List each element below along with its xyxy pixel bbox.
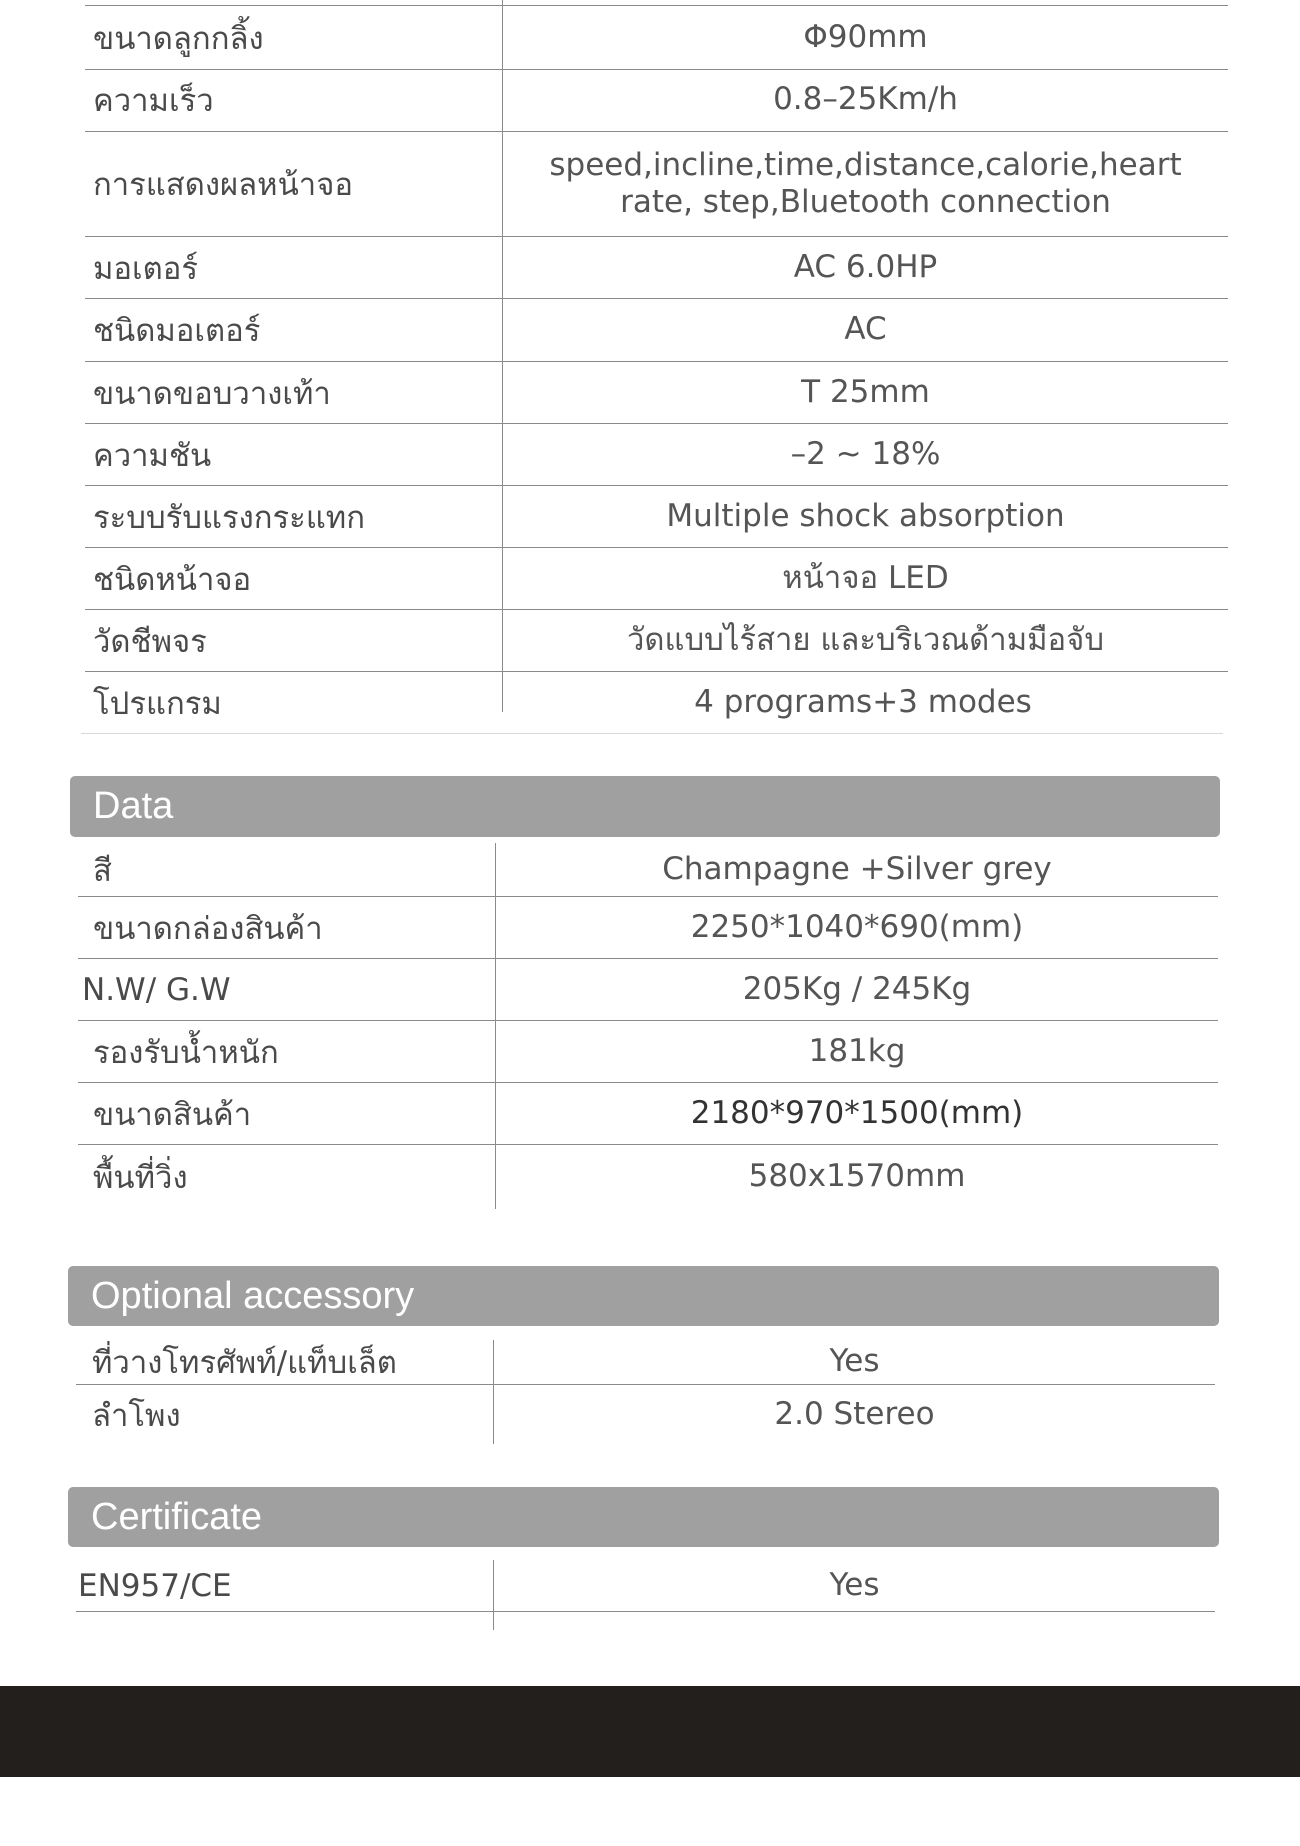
spec-label: วัดชีพจร [93, 623, 207, 660]
spec-label: ขนาดลูกกลิ้ง [93, 20, 264, 57]
data-value: 580x1570mm [748, 1158, 966, 1195]
data-label: ขนาดกล่องสินค้า [93, 910, 323, 947]
spec-label: ชนิดมอเตอร์ [93, 313, 261, 349]
spec-row [85, 5, 1228, 70]
spec-row [85, 299, 1228, 362]
spec-label: มอเตอร์ [93, 250, 199, 287]
spec-value: speed,incline,time,distance,calorie,heart rate, step,Bluetooth connection [549, 146, 1182, 220]
data-section-title: Data [93, 785, 174, 827]
certificate-value: Yes [829, 1566, 880, 1603]
spec-row [85, 548, 1228, 610]
spec-value: หน้าจอ LED [782, 559, 949, 596]
spec-row [85, 486, 1228, 548]
spec-label: ความชัน [93, 437, 212, 474]
certificate-section-header [68, 1487, 1219, 1547]
data-label: N.W/ G.W [82, 971, 231, 1008]
data-table [78, 843, 1218, 1210]
spec-value: วัดแบบไร้สาย และบริเวณด้ามมือจับ [626, 621, 1105, 658]
footer-banner [0, 1686, 1300, 1845]
certificate-section-title: Certificate [91, 1495, 263, 1538]
data-value: Champagne +Silver grey [662, 850, 1052, 887]
spec-row [85, 69, 1228, 132]
spec-label: ขนาดขอบวางเท้า [93, 375, 331, 412]
certificate-table [76, 1560, 1215, 1630]
specs-table [85, 0, 1228, 734]
accessory-value: Yes [829, 1343, 880, 1380]
data-label: สี [93, 852, 112, 889]
spec-value: Multiple shock absorption [666, 497, 1065, 534]
data-value: 2180*970*1500(mm) [690, 1094, 1024, 1131]
data-label: ขนาดสินค้า [93, 1096, 252, 1133]
data-row [78, 897, 1218, 959]
spec-row [85, 237, 1228, 299]
spec-value: T 25mm [801, 373, 930, 410]
accessory-value: 2.0 Stereo [774, 1395, 935, 1432]
spec-row [85, 132, 1228, 237]
spec-value: AC [844, 311, 887, 348]
accessory-row [76, 1385, 1215, 1444]
accessory-row [76, 1340, 1215, 1385]
accessory-label: ที่วางโทรศัพท์/แท็บเล็ต [92, 1345, 397, 1381]
data-value: 181kg [808, 1032, 906, 1069]
footer-title: Manual Treadmill [78, 1767, 646, 1845]
spec-value: AC 6.0HP [793, 248, 938, 285]
data-row [78, 1083, 1218, 1145]
data-label: รองรับน้ำหนัก [93, 1034, 279, 1071]
data-row [78, 843, 1218, 897]
data-value: 205Kg / 245Kg [742, 970, 972, 1007]
spec-row [85, 424, 1228, 486]
data-row [78, 959, 1218, 1021]
data-row [78, 1145, 1218, 1209]
data-value: 2250*1040*690(mm) [690, 908, 1024, 945]
accessory-section-header [68, 1266, 1219, 1326]
spec-label: ความเร็ว [93, 83, 214, 119]
accessory-label: ลำโพง [92, 1397, 181, 1434]
spec-row [85, 362, 1228, 424]
spec-label: ระบบรับแรงกระแทก [93, 499, 366, 536]
data-section-header [70, 776, 1220, 837]
spec-label: โปรแกรม [93, 685, 222, 722]
spec-value: 0.8–25Km/h [773, 81, 958, 118]
spec-row [81, 672, 1223, 734]
spec-value: –2 ~ 18% [790, 435, 941, 472]
spec-label: การแสดงผลหน้าจอ [93, 167, 353, 203]
certificate-row [76, 1560, 1215, 1612]
data-row [78, 1021, 1218, 1083]
spec-value: Φ90mm [803, 18, 928, 55]
certificate-label: EN957/CE [78, 1567, 232, 1604]
accessory-section-title: Optional accessory [91, 1274, 415, 1317]
spec-row [85, 610, 1228, 672]
data-label: พื้นที่วิ่ง [93, 1160, 188, 1196]
spec-value: 4 programs+3 modes [694, 683, 1032, 720]
spec-label: ชนิดหน้าจอ [93, 561, 252, 598]
accessory-table [76, 1340, 1215, 1445]
